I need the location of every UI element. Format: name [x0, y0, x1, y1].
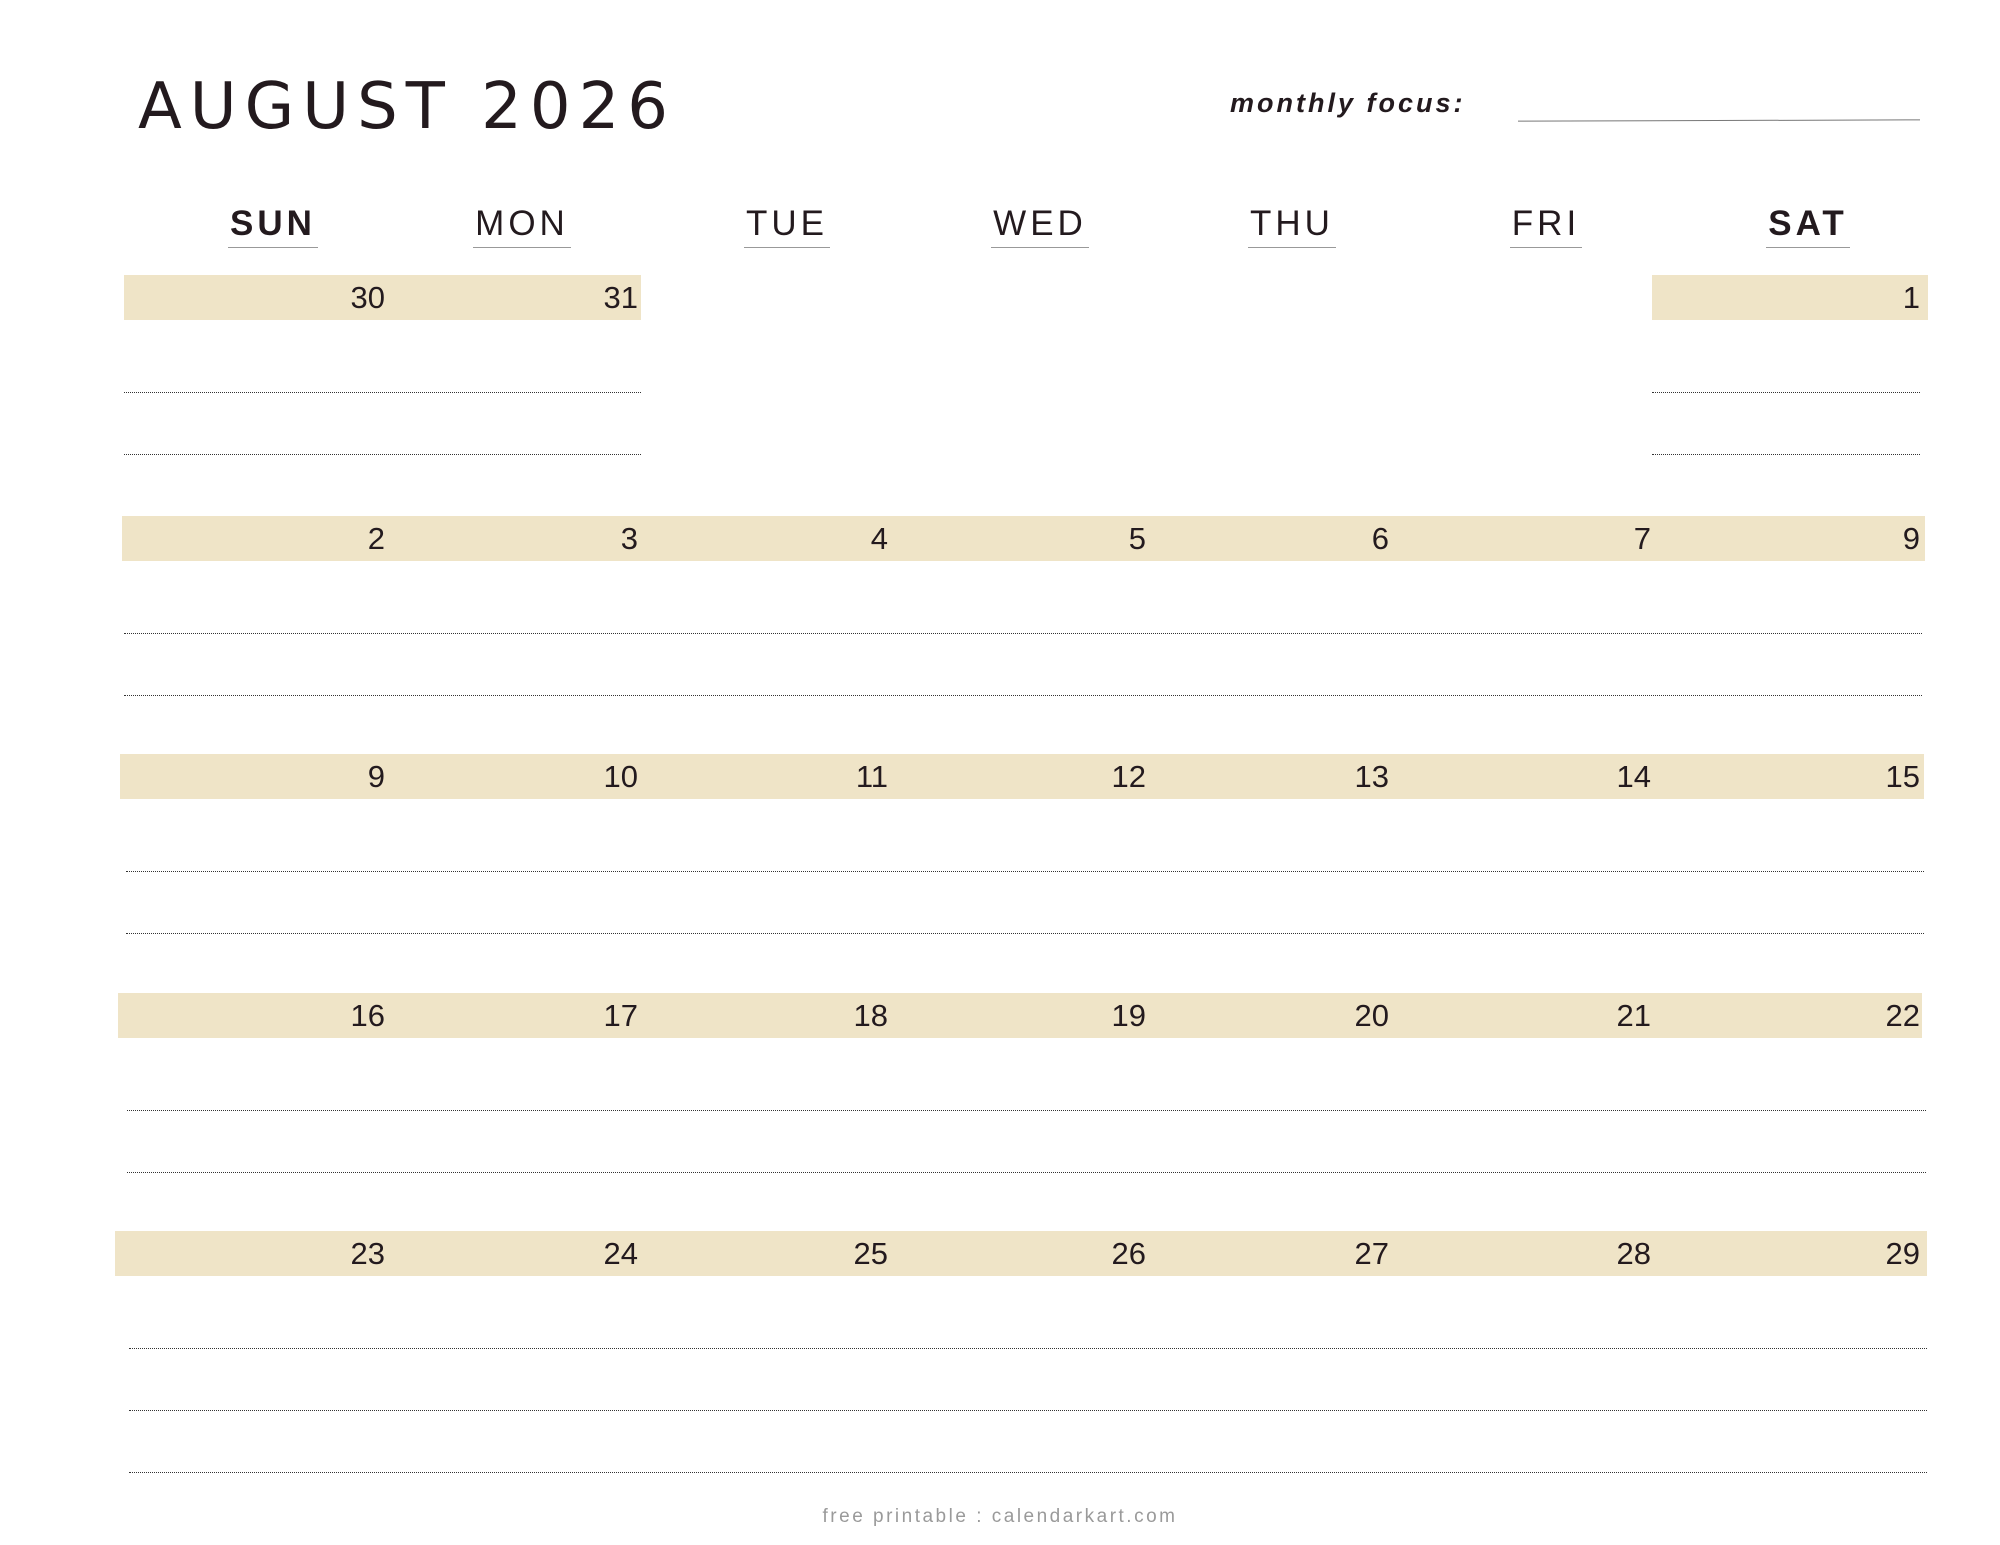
weekday-label: THU	[1248, 204, 1336, 248]
day-number: 23	[350, 1236, 385, 1271]
day-number: 26	[1111, 1236, 1146, 1271]
day-number: 2	[367, 521, 385, 556]
day-number: 25	[853, 1236, 888, 1271]
week-4-date-band	[118, 993, 1922, 1038]
day-number: 24	[603, 1236, 638, 1271]
writing-line	[126, 871, 1924, 872]
weekday-label: SAT	[1766, 204, 1849, 248]
day-number: 5	[1128, 521, 1146, 556]
day-number: 3	[620, 521, 638, 556]
weekday-label: FRI	[1510, 204, 1582, 248]
weekday-label: WED	[991, 204, 1089, 248]
day-number: 1	[1902, 280, 1920, 315]
writing-line	[126, 933, 1924, 934]
day-number: 12	[1111, 759, 1146, 794]
day-number: 14	[1616, 759, 1651, 794]
monthly-focus-line	[1518, 119, 1920, 121]
day-number: 21	[1616, 998, 1651, 1033]
weekday-mon	[432, 204, 612, 248]
day-number: 15	[1885, 759, 1920, 794]
day-number: 9	[1902, 521, 1920, 556]
day-number: 13	[1354, 759, 1389, 794]
writing-line	[1652, 454, 1920, 455]
week-5-date-band	[115, 1231, 1927, 1276]
weekday-label: MON	[473, 204, 571, 248]
writing-line	[127, 1172, 1926, 1173]
monthly-focus-label: monthly focus:	[1230, 88, 1466, 118]
weekday-label: SUN	[228, 204, 318, 248]
day-number: 17	[603, 998, 638, 1033]
weekday-label: TUE	[744, 204, 830, 248]
day-number: 31	[603, 280, 638, 315]
page-title: AUGUST 2026	[138, 70, 676, 144]
day-number: 28	[1616, 1236, 1651, 1271]
weekday-sun	[183, 204, 363, 248]
weekday-fri	[1456, 204, 1636, 248]
day-number: 30	[350, 280, 385, 315]
day-number: 6	[1371, 521, 1389, 556]
day-number: 4	[870, 521, 888, 556]
day-number: 11	[855, 759, 888, 794]
writing-line	[129, 1348, 1927, 1349]
day-number: 18	[853, 998, 888, 1033]
writing-line	[124, 633, 1922, 634]
writing-line	[129, 1472, 1927, 1473]
weekday-tue	[697, 204, 877, 248]
day-number: 7	[1633, 521, 1651, 556]
writing-line	[124, 392, 641, 393]
day-number: 16	[350, 998, 385, 1033]
week-2-date-band	[122, 516, 1925, 561]
day-number: 19	[1111, 998, 1146, 1033]
weekday-wed	[950, 204, 1130, 248]
day-number: 20	[1354, 998, 1389, 1033]
week-3-date-band	[120, 754, 1924, 799]
day-number: 29	[1885, 1236, 1920, 1271]
writing-line	[127, 1110, 1926, 1111]
weekday-sat	[1718, 204, 1898, 248]
day-number: 9	[367, 759, 385, 794]
weekday-thu	[1202, 204, 1382, 248]
day-number: 27	[1354, 1236, 1389, 1271]
writing-line	[124, 695, 1922, 696]
footer-credit: free printable : calendarkart.com	[822, 1506, 1178, 1527]
writing-line	[129, 1410, 1927, 1411]
writing-line	[1652, 392, 1920, 393]
day-number: 22	[1885, 998, 1920, 1033]
day-number: 10	[603, 759, 638, 794]
writing-line	[124, 454, 641, 455]
